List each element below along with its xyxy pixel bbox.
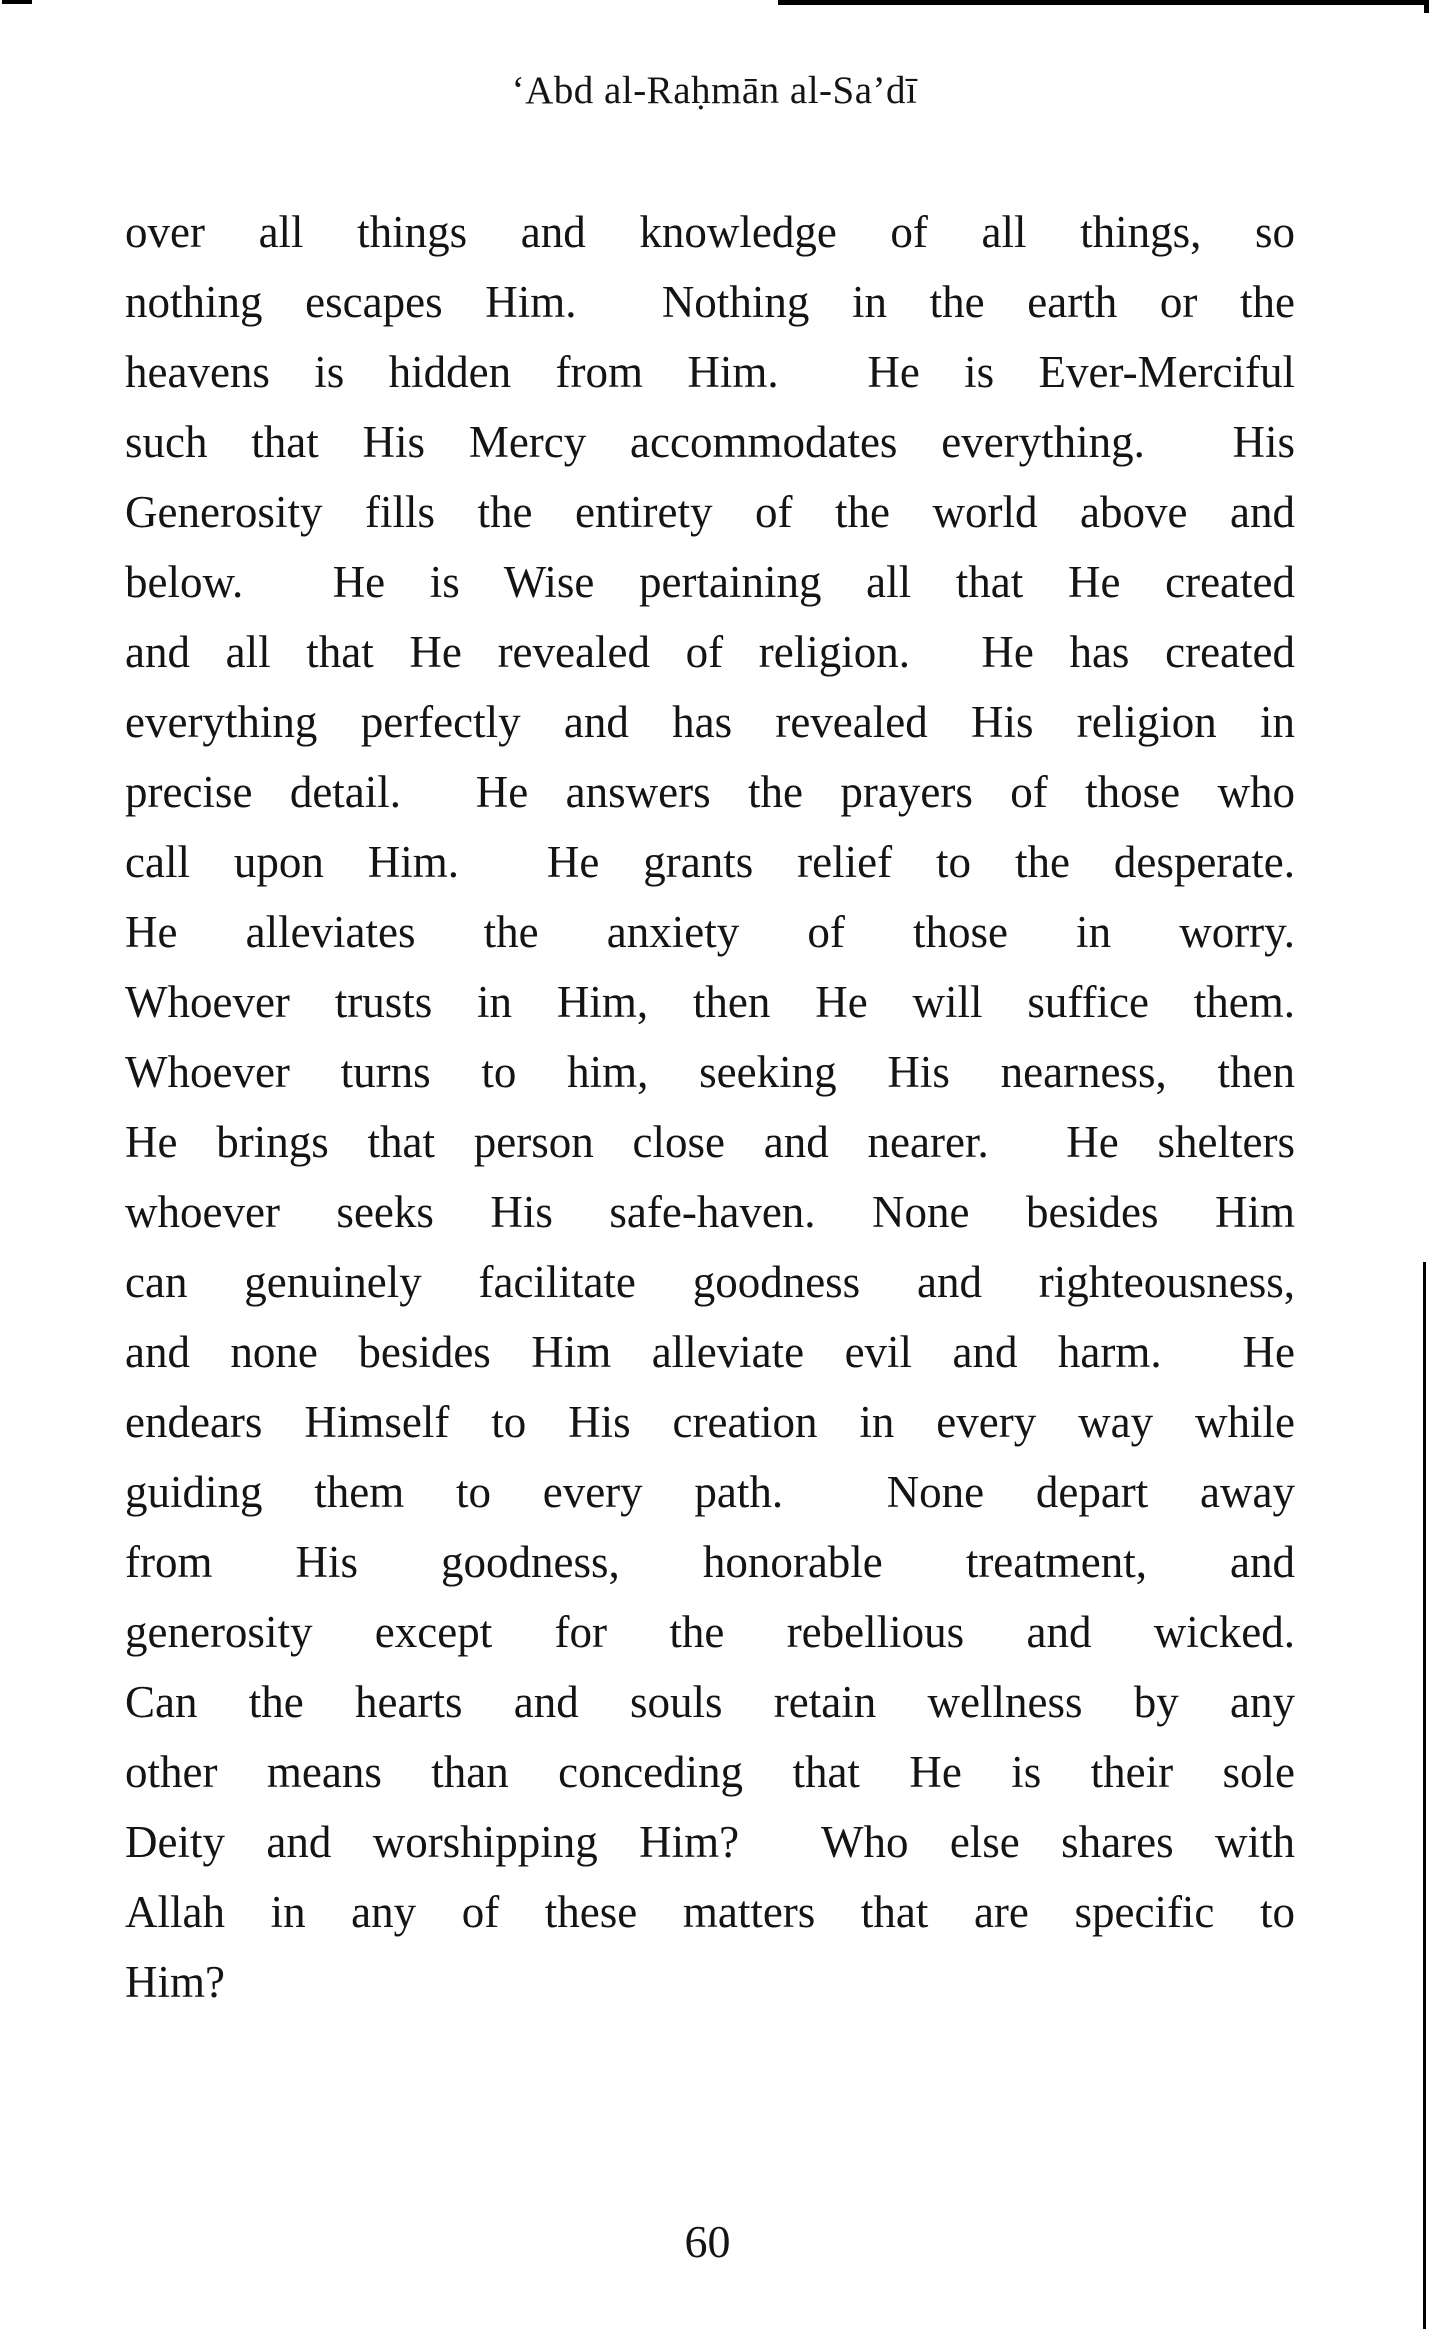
- text-line: heavens is hidden from Him. He is Ever-Merciful: [125, 347, 1295, 397]
- running-header-author: ‘Abd al-Raḥmān al-Sa’dī: [511, 69, 918, 112]
- scan-artifact-right-edge-line: [1423, 1262, 1426, 2329]
- text-line: Generosity fills the entirety of the world above and: [125, 487, 1295, 537]
- page-number: 60: [684, 2216, 731, 2267]
- text-line: from His goodness, honorable treatment, and: [125, 1537, 1295, 1587]
- text-line: Whoever turns to him, seeking His nearness, then: [125, 1047, 1295, 1097]
- scan-artifact-top-left-mark: [2, 0, 32, 4]
- text-line: over all things and knowledge of all things, so: [125, 207, 1295, 257]
- text-line: below. He is Wise pertaining all that He created: [125, 557, 1295, 607]
- text-line: Allah in any of these matters that are specific to: [125, 1887, 1295, 1937]
- text-line: endears Himself to His creation in every way while: [125, 1397, 1295, 1447]
- text-line: generosity except for the rebellious and wicked.: [125, 1607, 1295, 1657]
- text-line: and none besides Him alleviate evil and harm. He: [125, 1327, 1295, 1377]
- text-line: guiding them to every path. None depart away: [125, 1467, 1295, 1517]
- scan-artifact-top-right-tick: [1424, 0, 1429, 13]
- text-line: Whoever trusts in Him, then He will suffice them.: [125, 977, 1295, 1027]
- text-line: other means than conceding that He is their sole: [125, 1747, 1295, 1797]
- text-line: call upon Him. He grants relief to the desperate.: [125, 837, 1295, 887]
- text-line: Deity and worshipping Him? Who else shares with: [125, 1817, 1295, 1867]
- text-line: Him?: [125, 1957, 225, 2007]
- text-line: Can the hearts and souls retain wellness by any: [125, 1677, 1295, 1727]
- text-line: such that His Mercy accommodates everything. His: [125, 417, 1295, 467]
- text-line: He alleviates the anxiety of those in worry.: [125, 907, 1295, 957]
- text-line: whoever seeks His safe-haven. None besides Him: [125, 1187, 1295, 1237]
- scan-artifact-top-bar: [778, 0, 1429, 5]
- body-text-block: [125, 197, 1295, 2017]
- text-line: and all that He revealed of religion. He has created: [125, 627, 1295, 677]
- text-line: precise detail. He answers the prayers of those who: [125, 767, 1295, 817]
- text-line: nothing escapes Him. Nothing in the earth or the: [125, 277, 1295, 327]
- text-line: can genuinely facilitate goodness and righteousness,: [125, 1257, 1295, 1307]
- text-line: He brings that person close and nearer. He shelters: [125, 1117, 1295, 1167]
- text-line: everything perfectly and has revealed His religion in: [125, 697, 1295, 747]
